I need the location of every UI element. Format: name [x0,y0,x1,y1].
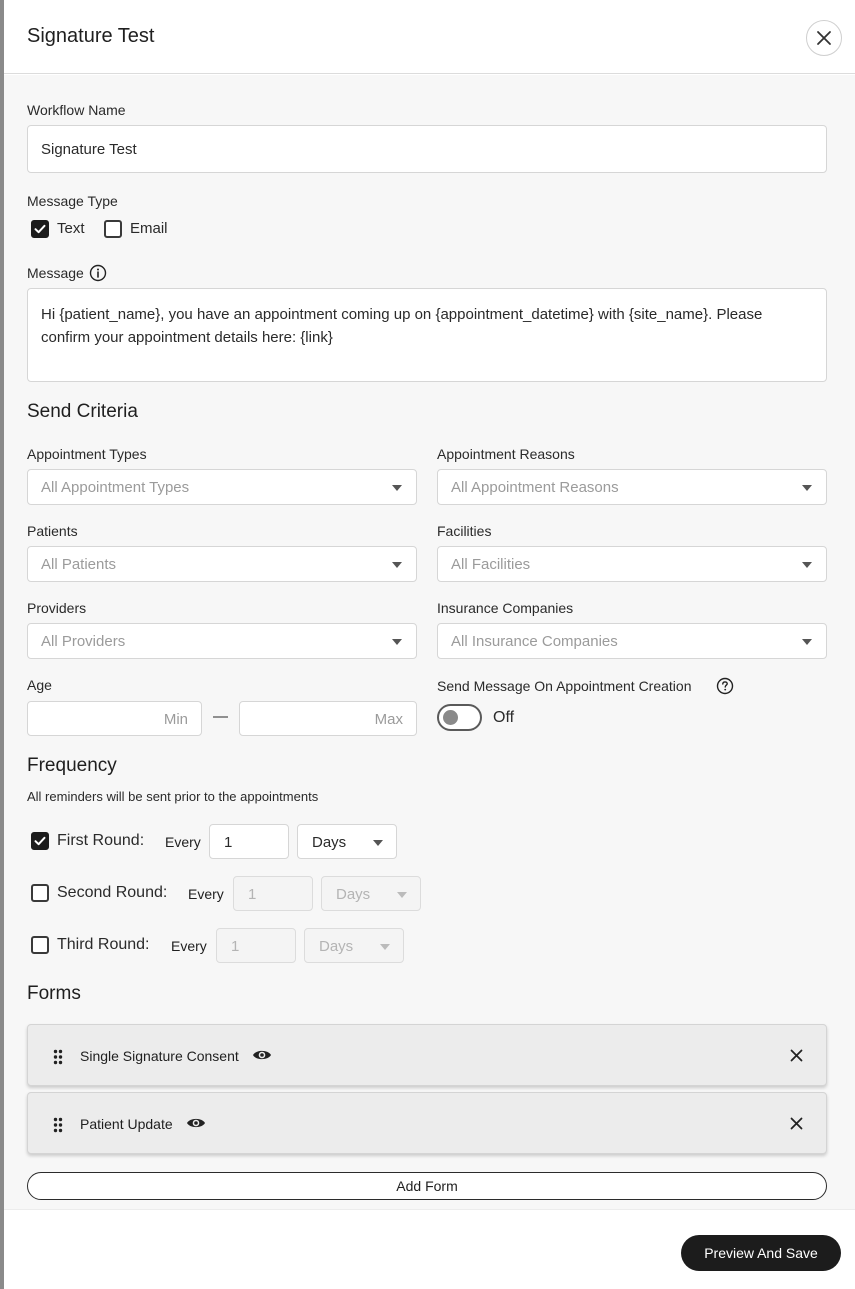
text-option-label: Text [57,220,85,237]
eye-icon[interactable] [252,1048,272,1062]
third-round-every: Every [171,938,207,954]
insurance-label: Insurance Companies [437,600,574,616]
third-round-value-input[interactable] [216,928,296,963]
send-on-creation-toggle[interactable] [437,704,482,731]
info-icon[interactable] [89,264,107,282]
workflow-name-label: Workflow Name [27,102,126,118]
chevron-down-icon [802,485,812,491]
second-round-value: 1 [248,886,257,903]
first-round-value: 1 [224,834,233,851]
appointment-types-label: Appointment Types [27,446,147,462]
age-label: Age [27,677,52,693]
chevron-down-icon [802,639,812,645]
panel-body [4,75,855,1209]
third-round-label: Third Round: [57,936,150,953]
insurance-placeholder: All Insurance Companies [451,633,618,650]
text-checkbox[interactable] [31,220,49,238]
patients-label: Patients [27,523,78,539]
email-checkbox[interactable] [104,220,122,238]
drag-handle-icon[interactable] [53,1049,63,1065]
form-name: Single Signature Consent [80,1048,239,1064]
second-round-label: Second Round: [57,884,168,901]
age-max-input[interactable] [239,701,417,736]
chevron-down-icon [392,562,402,568]
third-round-unit-select[interactable] [304,928,404,963]
first-round-unit-select[interactable] [297,824,397,859]
providers-label: Providers [27,600,87,616]
message-text: Hi {patient_name}, you have an appointment coming up on {appointment_datetime} with {site_name}. Please confirm your appointment details here: {link} [41,306,763,346]
message-label: Message [27,265,84,281]
message-textarea[interactable] [27,288,827,382]
form-name: Patient Update [80,1116,173,1132]
appointment-reasons-label: Appointment Reasons [437,446,575,462]
form-card[interactable] [27,1092,827,1154]
panel-footer [4,1209,855,1289]
second-round-unit-select[interactable] [321,876,421,911]
eye-icon[interactable] [186,1116,206,1130]
age-min-input[interactable] [27,701,202,736]
panel-title: Signature Test [27,25,155,47]
third-round-unit: Days [319,938,354,955]
age-separator: — [213,708,228,725]
workflow-panel [4,0,855,1289]
third-round-checkbox[interactable] [31,936,49,954]
toggle-state-label: Off [493,709,515,726]
email-option-label: Email [130,220,168,237]
send-criteria-title: Send Criteria [27,401,138,422]
forms-title: Forms [27,983,81,1004]
facilities-select[interactable] [437,546,827,582]
second-round-value-input[interactable] [233,876,313,911]
workflow-name-value: Signature Test [41,141,137,158]
appointment-reasons-select[interactable] [437,469,827,505]
help-icon[interactable] [716,677,734,695]
chevron-down-icon [802,562,812,568]
facilities-placeholder: All Facilities [451,556,531,573]
chevron-down-icon [392,639,402,645]
check-icon [33,222,47,236]
close-icon [816,30,832,46]
first-round-checkbox[interactable] [31,832,49,850]
check-icon [33,834,47,848]
toggle-knob [443,710,458,725]
third-round-value: 1 [231,938,240,955]
remove-icon[interactable] [790,1049,803,1062]
send-on-creation-label: Send Message On Appointment Creation [437,678,692,694]
message-type-label: Message Type [27,193,118,209]
workflow-name-input[interactable] [27,125,827,173]
insurance-select[interactable] [437,623,827,659]
appointment-types-select[interactable] [27,469,417,505]
first-round-unit: Days [312,834,347,851]
age-max-placeholder: Max [374,711,403,728]
appointment-reasons-placeholder: All Appointment Reasons [451,479,619,496]
chevron-down-icon [397,892,407,898]
appointment-types-placeholder: All Appointment Types [41,479,190,496]
second-round-every: Every [188,886,224,902]
chevron-down-icon [380,944,390,950]
chevron-down-icon [373,840,383,846]
facilities-label: Facilities [437,523,492,539]
form-card[interactable] [27,1024,827,1086]
remove-icon[interactable] [790,1117,803,1130]
frequency-subtitle: All reminders will be sent prior to the appointments [27,789,319,804]
patients-select[interactable] [27,546,417,582]
second-round-unit: Days [336,886,371,903]
close-button[interactable] [806,20,842,56]
add-form-button[interactable]: Add Form [27,1172,827,1200]
first-round-value-input[interactable] [209,824,289,859]
panel-header [4,0,855,74]
age-min-placeholder: Min [163,711,188,728]
providers-select[interactable] [27,623,417,659]
second-round-checkbox[interactable] [31,884,49,902]
chevron-down-icon [392,485,402,491]
preview-and-save-button[interactable]: Preview And Save [681,1235,841,1271]
first-round-every: Every [165,834,201,850]
drag-handle-icon[interactable] [53,1117,63,1133]
providers-placeholder: All Providers [41,633,126,650]
patients-placeholder: All Patients [41,556,117,573]
frequency-title: Frequency [27,755,117,776]
first-round-label: First Round: [57,832,145,849]
